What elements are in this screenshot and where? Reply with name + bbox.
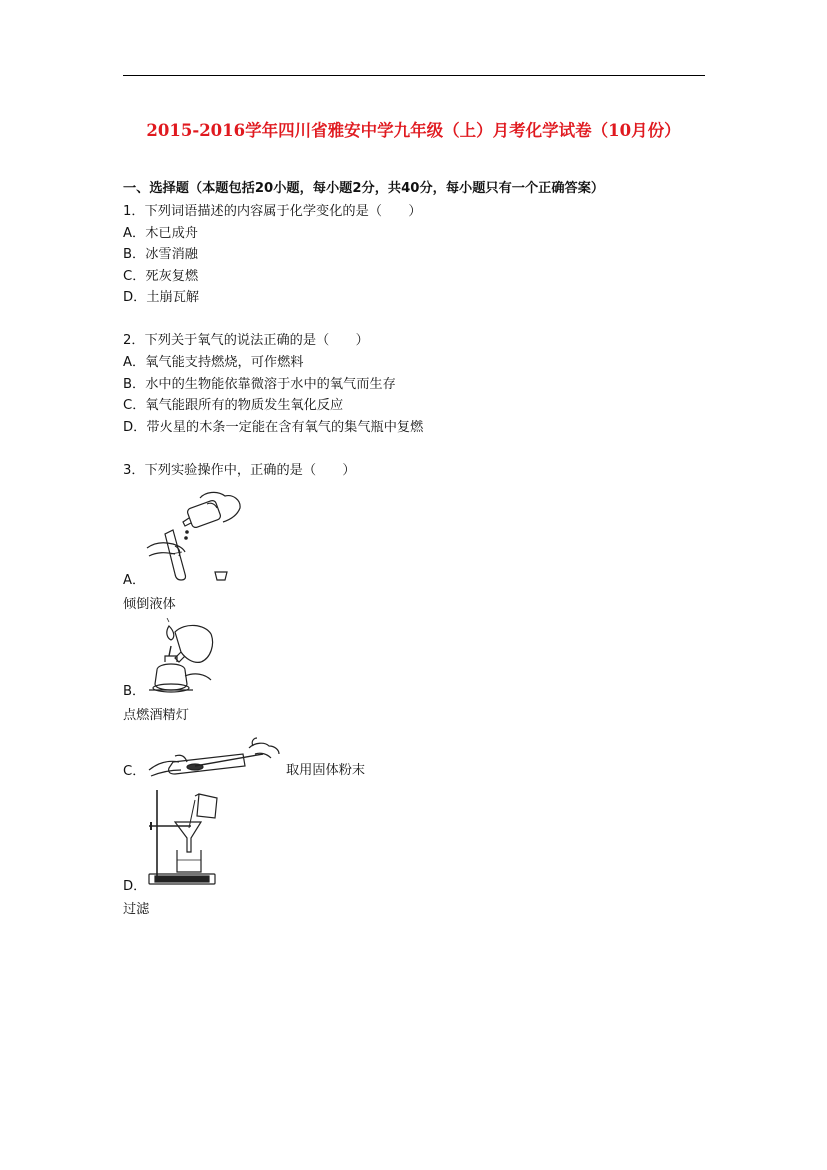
question-1-option-a: A．木已成舟 [123, 226, 198, 241]
question-3-option-a-caption: 倾倒液体 [123, 597, 176, 612]
question-1-option-c: C．死灰复燃 [123, 269, 199, 284]
filtration-illustration-icon [145, 788, 220, 890]
question-2-option-d: D．带火星的木条一定能在含有氧气的集气瓶中复燃 [123, 420, 424, 435]
question-3-option-c-label: C． [123, 764, 146, 779]
page-title: 2015-2016学年四川省雅安中学九年级（上）月考化学试卷（10月份） [146, 121, 681, 140]
question-3-stem: 3．下列实验操作中，正确的是（ ） [123, 463, 356, 478]
light-alcohol-lamp-illustration-icon [145, 618, 220, 696]
question-3-option-d-label: D． [123, 879, 147, 894]
question-2-option-a: A．氧气能支持燃烧，可作燃料 [123, 355, 304, 370]
question-3-option-b-caption: 点燃酒精灯 [123, 708, 189, 723]
question-3-option-a-label: A． [123, 573, 146, 588]
take-solid-powder-illustration-icon [145, 732, 285, 780]
header-rule [123, 75, 705, 76]
question-2-stem: 2．下列关于氧气的说法正确的是（ ） [123, 333, 369, 348]
question-1-stem: 1．下列词语描述的内容属于化学变化的是（ ） [123, 204, 422, 219]
question-2-option-c: C．氧气能跟所有的物质发生氧化反应 [123, 398, 344, 413]
question-1-option-b: B．冰雪消融 [123, 247, 198, 262]
question-3-option-b-label: B． [123, 684, 146, 699]
pour-liquid-illustration-icon [145, 490, 250, 582]
question-3-option-c-caption: 取用固体粉末 [286, 763, 366, 778]
question-1-option-d: D．土崩瓦解 [123, 290, 200, 305]
section-heading: 一、选择题（本题包括20小题，每小题2分，共40分，每小题只有一个正确答案） [123, 181, 605, 196]
question-3-option-d-caption: 过滤 [123, 902, 150, 917]
question-2-option-b: B．水中的生物能依靠微溶于水中的氧气而生存 [123, 377, 396, 392]
